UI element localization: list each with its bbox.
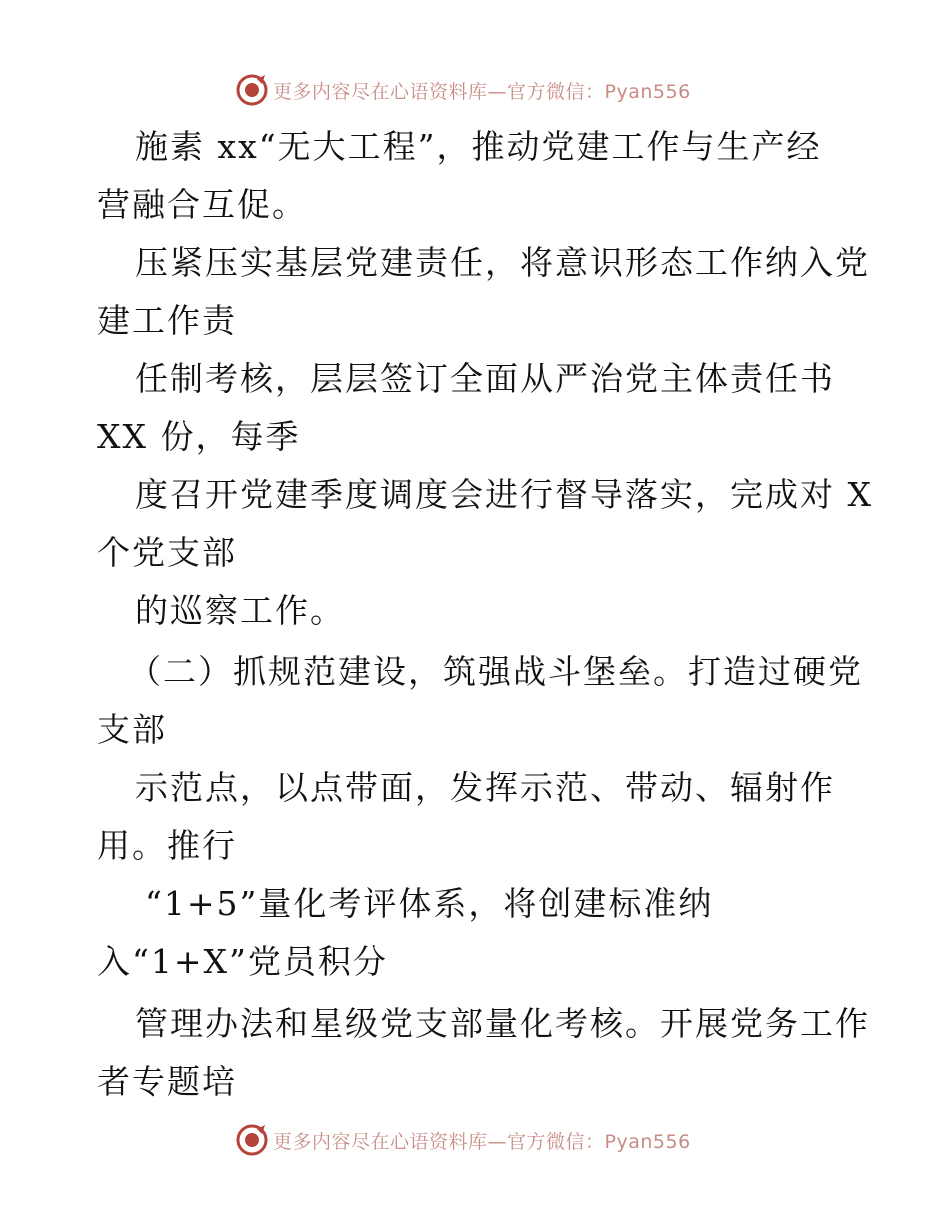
body-line: 示范点，以点带面，发挥示范、带动、辐射作	[135, 768, 835, 807]
watermark-logo-icon	[235, 1123, 269, 1157]
body-line: 营融合互促。	[97, 185, 307, 224]
body-line: 个党支部	[97, 533, 237, 572]
body-line: “1+5”量化考评体系，将创建标准纳	[145, 884, 714, 923]
body-line: 压紧压实基层党建责任，将意识形态工作纳入党	[135, 243, 870, 282]
watermark-text: 更多内容尽在心语资料库—官方微信：Pyan556	[273, 1130, 691, 1153]
section-heading-line: （二）抓规范建设，筑强战斗堡垒。打造过硬党	[128, 652, 863, 691]
watermark-text: 更多内容尽在心语资料库—官方微信：Pyan556	[273, 80, 691, 103]
body-line: 的巡察工作。	[135, 591, 345, 630]
body-line: 入“1+X”党员积分	[97, 942, 388, 981]
watermark-logo-icon	[235, 73, 269, 107]
body-line: 者专题培	[97, 1062, 237, 1101]
body-line: 度召开党建季度调度会进行督导落实，完成对 X	[135, 475, 873, 514]
body-line: 建工作责	[97, 301, 237, 340]
body-line: 任制考核，层层签订全面从严治党主体责任书	[135, 359, 835, 398]
body-line: 施素 xx“无大工程”，推动党建工作与生产经	[135, 127, 822, 166]
body-line: 管理办法和星级党支部量化考核。开展党务工作	[135, 1004, 870, 1043]
body-line: 支部	[97, 710, 167, 749]
header-watermark	[235, 72, 755, 108]
body-line: 用。推行	[97, 826, 237, 865]
body-line: XX 份，每季	[97, 417, 301, 456]
footer-watermark	[235, 1122, 755, 1158]
